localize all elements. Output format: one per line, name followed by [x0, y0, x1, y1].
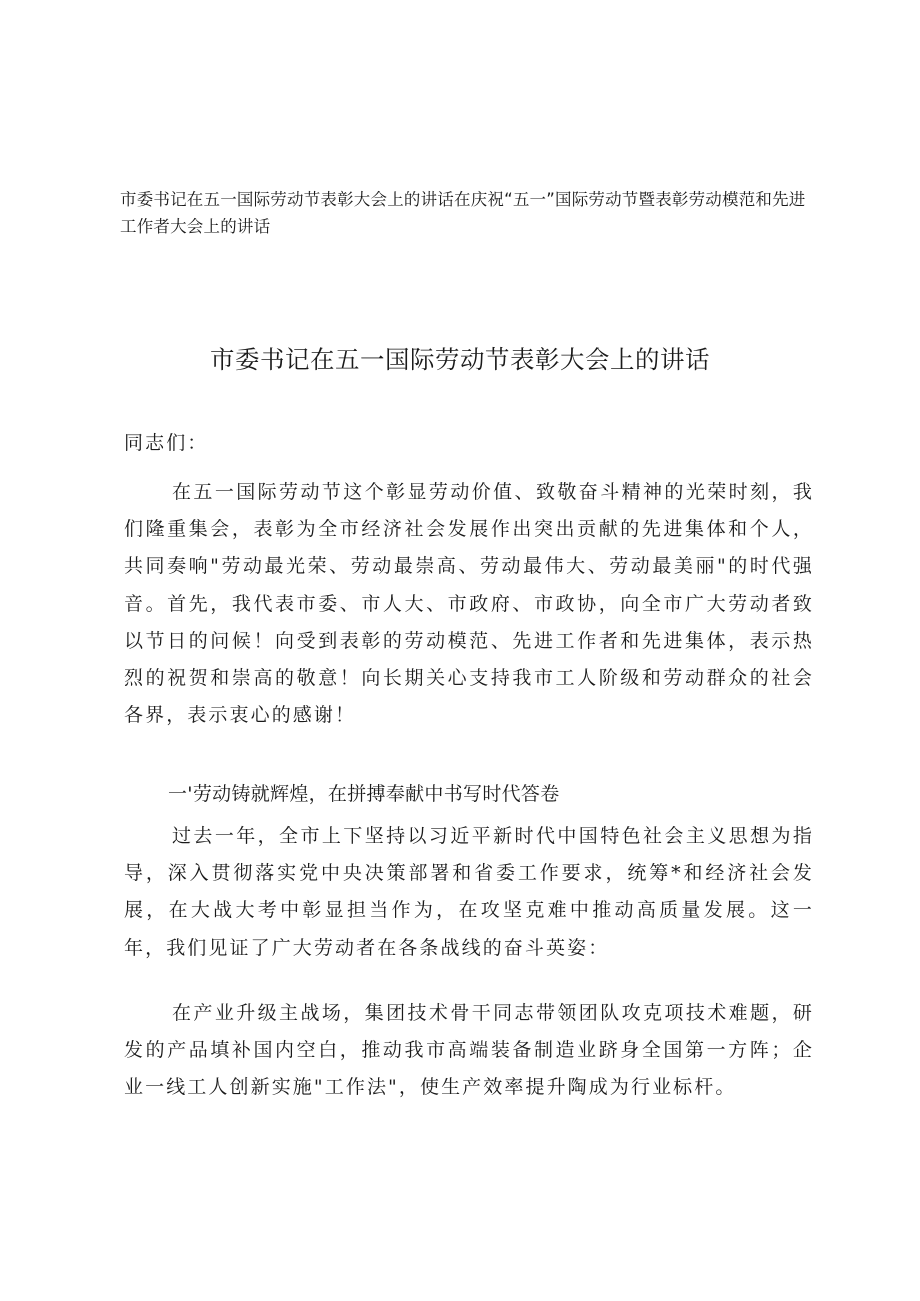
paragraph-industry: 在产业升级主战场，集团技术骨干同志带领团队攻克项技术难题，研发的产品填补国内空白，推动我市高端装备制造业跻身全国第一方阵；企业一线工人创新实施"工作法"，使生产效率提升陶成为行业标杆。: [124, 1002, 814, 1099]
paragraph-review: 过去一年，全市上下坚持以习近平新时代中国特色社会主义思想为指导，深入贯彻落实党中央决策部署和省委工作要求，统筹*和经济社会发展，在大战大考中彰显担当作为，在攻坚克难中推动高质量发展。这一年，我们见证了广大劳动者在各条战线的奋斗英姿：: [124, 825, 814, 959]
section-heading-1: 一'劳动铸就辉煌，在拼搏奉献中书写时代答卷: [168, 783, 560, 805]
document-title: 市委书记在五一国际劳动节表彰大会上的讲话: [210, 345, 710, 374]
paragraph-opening: 在五一国际劳动节这个彰显劳动价值、致敬奋斗精神的光荣时刻，我们隆重集会，表彰为全市经济社会发展作出突出贡献的先进集体和个人，共同奏响"劳动最光荣、劳动最崇高、劳动最伟大、劳动最美丽"的时代强音。首先，我代表市委、市人大、市政府、市政协，向全市广大劳动者致以节日的问候！向受到表彰的劳动模范、先进工作者和先进集体，表示热烈的祝贺和崇高的敬意！向长期关心支持我市工人阶级和劳动群众的社会各界，表示衷心的感谢！: [124, 481, 814, 727]
document-header: 市委书记在五一国际劳动节表彰大会上的讲话在庆祝“五一”国际劳动节暨表彰劳动模范和先进工作者大会上的讲话: [120, 190, 806, 236]
salutation: 同志们：: [124, 432, 209, 454]
